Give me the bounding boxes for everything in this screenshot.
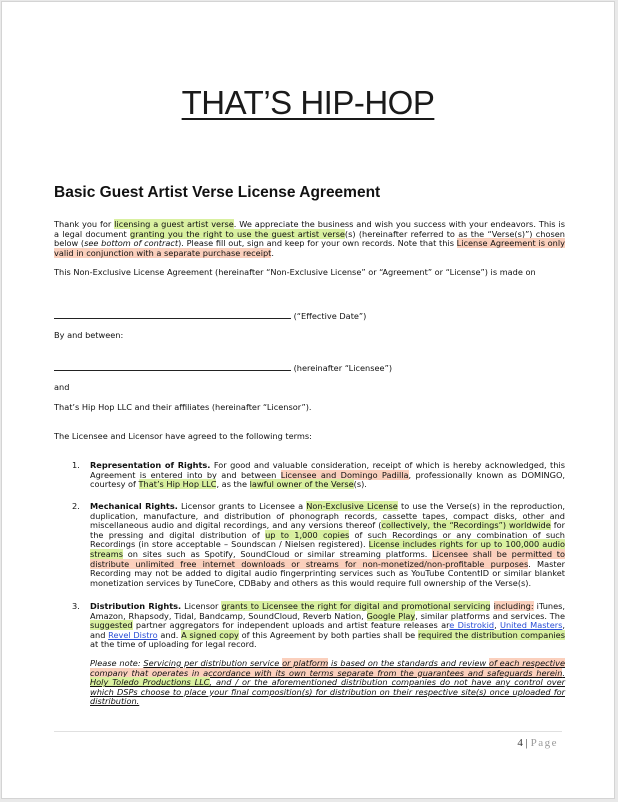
term-heading: Mechanical Rights.	[90, 501, 178, 511]
term-number: 2.	[72, 501, 80, 511]
term-item: 1. Representation of Rights. For good and valuable consideration, receipt of which is hereby acknowledged, this Agreement is entered into by and between Licensee and Domingo Padilla, professionally known as DOMINGO, courtesy of That’s Hip Hop LLC, as the lawful owner of the Verse(s).	[72, 460, 566, 490]
term-item: 2. Mechanical Rights. Licensor grants to Licensee a Non-Exclusive License to use the Verse(s) in the reproduction, duplication, manufacture, and distribution of phonograph records, cassette tapes, compact disks, other and miscellaneous audio and digital recordings, and any versions thereof (collectively, the “Recordings”) worldwide for the pressing and digital distribution of up to 1,000 copies of such Recordings or any combination of such Recordings (in store acceptable – Soundscan / Nielsen registered). License includes rights for up to 100,000 audio streams on sites such as Spotify, SoundCloud or similar streaming platforms. Licensee shall be permitted to distribute unlimited free internet downloads or streams for non-monetized/non-profitable purposes. Master Recording may not be added to digital audio fingerprinting services such as YouTube ContentID or similar blanket monetization services by TuneCore, CDBaby and others as this would require full ownership of the Verse(s).	[72, 501, 566, 588]
term-heading: Representation of Rights.	[90, 460, 211, 470]
licensee-blank[interactable]	[54, 363, 291, 371]
distrokid-link[interactable]: e Distrokid	[449, 620, 495, 631]
agreed-terms-text: The Licensee and Licensor have agreed to the following terms:	[54, 431, 312, 441]
effective-date-line: (“Effective Date”)	[54, 311, 565, 322]
effective-date-blank[interactable]	[54, 311, 291, 319]
united-masters-link[interactable]: United Masters	[499, 620, 563, 631]
term-heading: Distribution Rights.	[90, 601, 182, 611]
please-note-paragraph: Please note: Servicing per distribution service or platform is based on the standards and review of each respective company that operates in accordance with its own terms separate from the guarantees and safeguards herein. Holy Toledo Productions LLC, and / or the aforementioned distribution companies do not have any control over which DSPs choose to place your final composition(s) for distribution on their respective site(s) once uploaded for distribution.	[90, 658, 565, 707]
term-number: 3.	[72, 601, 80, 611]
revel-distro-link[interactable]: Revel Distro	[108, 629, 158, 640]
footer-divider	[54, 731, 562, 732]
document-page	[1, 1, 615, 799]
licensee-line: (hereinafter “Licensee”)	[54, 363, 565, 374]
by-and-between: By and between:	[54, 330, 124, 340]
term-item: 3. Distribution Rights. Licensor grants to Licensee the right for digital and promotional servicing including: iTunes, Amazon, Rhapsody, Tidal, Bandcamp, SoundCloud, Reverb Nation, Google Play, similar platforms and services. The suggested partner aggregators for independent uploads and artist feature releases are Distrokid, United Masters, and Revel Distro and. A signed copy of this Agreement by both parties shall be required the distribution companies at the time of uploading for legal record.	[72, 601, 566, 650]
page-number: 4 | Page	[517, 737, 558, 749]
agreement-made-on: This Non-Exclusive License Agreement (hereinafter “Non-Exclusive License” or “Agreement” or “License”) is made on	[54, 267, 536, 277]
document-title: Basic Guest Artist Verse License Agreement	[54, 184, 381, 201]
brand-heading: THAT’S HIP-HOP	[181, 84, 435, 121]
licensor-text: That’s Hip Hop LLC and their affiliates (hereinafter “Licensor”).	[54, 402, 312, 412]
and-text: and	[54, 382, 70, 392]
term-number: 1.	[72, 460, 80, 470]
intro-paragraph: Thank you for licensing a guest artist verse. We appreciate the business and wish you success with your endeavors. This is a legal document granting you the right to use the guest artist verse(s) (hereinafter referred to as the “Verse(s)”) chosen below (see bottom of contract). Please fill out, sign and keep for your own records. Note that this License Agreement is only valid in conjunction with a separate purchase receipt.	[54, 219, 565, 258]
